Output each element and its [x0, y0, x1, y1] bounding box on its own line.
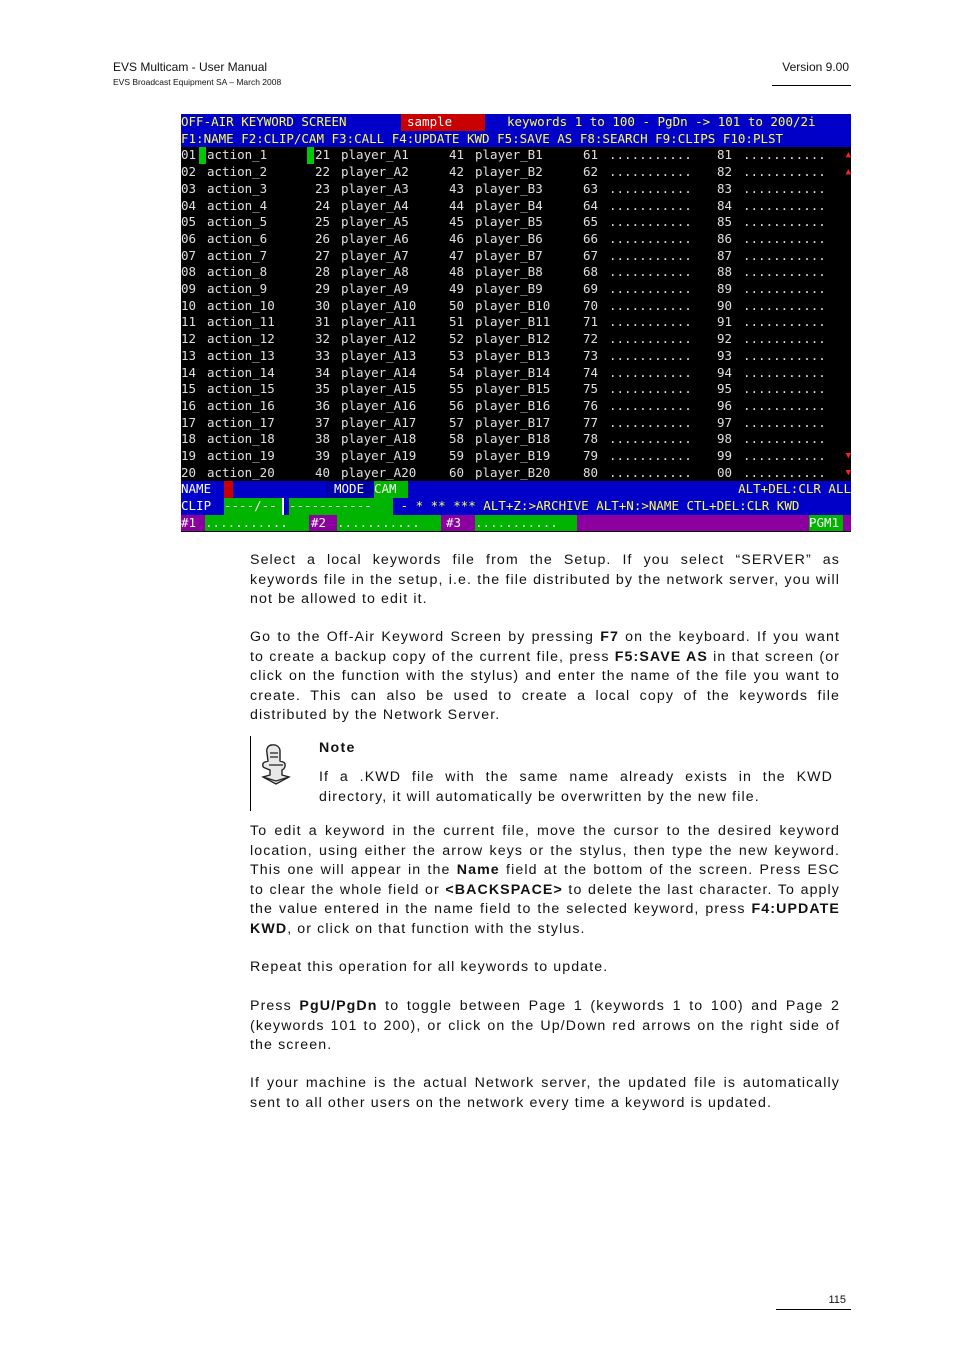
- keyword-entry[interactable]: ...........: [743, 431, 826, 447]
- keyword-number: 49: [449, 281, 465, 296]
- keyword-number: 12: [181, 331, 197, 347]
- note-divider: [250, 736, 251, 811]
- keyword-entry[interactable]: ...........: [743, 247, 826, 263]
- keyword-number: 97: [717, 414, 733, 430]
- keyword-entry[interactable]: player_B2: [475, 164, 543, 180]
- keyword-entry[interactable]: ...........: [743, 381, 826, 397]
- keyword-number: 28: [315, 264, 331, 280]
- keyword-entry[interactable]: player_B19: [475, 448, 551, 463]
- keyword-entry[interactable]: action_19: [207, 448, 275, 463]
- keyword-entry[interactable]: player_A10: [341, 297, 417, 313]
- keyword-number: 98: [717, 431, 733, 447]
- keyword-entry[interactable]: action_2: [207, 164, 268, 180]
- keyword-number: 16: [181, 397, 197, 413]
- screen-title: OFF-AIR KEYWORD SCREEN: [181, 114, 401, 131]
- keyword-number: 90: [717, 297, 733, 313]
- keyword-number: 02: [181, 164, 197, 180]
- keyword-number: 99: [717, 448, 733, 463]
- keyword-row[interactable]: [181, 365, 851, 382]
- keyword-row[interactable]: [181, 198, 851, 215]
- keyword-number: 77: [583, 414, 599, 430]
- keyword-number: 41: [449, 147, 465, 163]
- function-keys[interactable]: F1:NAME F2:CLIP/CAM F3:CALL F4:UPDATE KWD F5:SAVE AS F8:SEARCH F9:CLIPS F10:PLST: [181, 131, 851, 148]
- keyword-number: 65: [583, 214, 599, 230]
- slot-3-label: #3: [446, 514, 462, 530]
- keyword-number: 19: [181, 448, 197, 463]
- keyword-entry[interactable]: action_10: [207, 297, 275, 313]
- keyword-number: 84: [717, 197, 733, 213]
- keyword-number: 89: [717, 281, 733, 296]
- keyword-number: 76: [583, 397, 599, 413]
- clip-label: CLIP: [181, 498, 212, 514]
- keyword-entry[interactable]: action_1: [207, 147, 268, 163]
- keyword-entry[interactable]: player_A12: [341, 331, 417, 347]
- keyword-number: 42: [449, 164, 465, 180]
- keyword-number: 61: [583, 147, 599, 163]
- keyword-entry[interactable]: player_B14: [475, 364, 551, 380]
- mode-value[interactable]: CAM: [374, 481, 408, 498]
- keyword-entry[interactable]: player_A7: [341, 247, 409, 263]
- keyword-number: 59: [449, 448, 465, 463]
- keyword-number: 69: [583, 281, 599, 296]
- keyword-number: 78: [583, 431, 599, 447]
- keyword-screen-screenshot: [181, 114, 851, 532]
- clip-bar[interactable]: [181, 498, 851, 515]
- status-bar: [181, 515, 851, 532]
- keyword-number: 53: [449, 347, 465, 363]
- keyword-entry[interactable]: player_B7: [475, 247, 543, 263]
- keyword-entry[interactable]: player_A11: [341, 314, 417, 330]
- keyword-number: 30: [315, 297, 331, 313]
- keyword-entry[interactable]: player_B8: [475, 264, 543, 280]
- keyword-range: keywords 1 to 100 - PgDn -> 101 to 200/2i: [485, 114, 851, 131]
- keyword-entry[interactable]: ...........: [609, 264, 692, 280]
- keyword-number: 20: [181, 464, 197, 480]
- keyword-row[interactable]: [181, 181, 851, 198]
- keyword-number: 79: [583, 448, 599, 463]
- document-header: [113, 60, 281, 87]
- keyword-number: 62: [583, 164, 599, 180]
- manual-subtitle: EVS Broadcast Equipment SA – March 2008: [113, 77, 282, 87]
- mode-label: MODE: [326, 481, 374, 498]
- page-down-arrow-icon[interactable]: ▼: [845, 451, 851, 461]
- selection-cursor-right: [307, 147, 314, 164]
- keyword-number: 64: [583, 197, 599, 213]
- keyword-entry[interactable]: action_5: [207, 214, 268, 230]
- keyword-number: 22: [315, 164, 331, 180]
- keyword-number: 03: [181, 180, 197, 196]
- paragraph-open-screen: Go to the Off-Air Keyword Screen by pressing F7 on the keyboard. If you want to create a backup copy of the current file, press F5:SAVE AS in that screen (or click on the function with the stylus) and enter the name of the file you want to create. This can also be used to create a local copy of the keywords file distributed by the Network Server.: [250, 629, 841, 723]
- keyword-number: 08: [181, 264, 197, 280]
- note-text: If a .KWD file with the same name already exists in the KWD directory, it will automatically be overwritten by the new file.: [319, 769, 833, 805]
- keyword-number: 32: [315, 331, 331, 347]
- keyword-row[interactable]: [181, 298, 851, 315]
- note-title: Note: [319, 740, 356, 756]
- keyword-entry[interactable]: player_B6: [475, 230, 543, 246]
- keyword-number: 54: [449, 364, 465, 380]
- keyword-entry[interactable]: ...........: [743, 414, 826, 430]
- name-bar[interactable]: [181, 481, 851, 498]
- keyword-entry[interactable]: player_A1: [341, 147, 409, 163]
- keyword-number: 95: [717, 381, 733, 397]
- page-down-arrow-icon[interactable]: ▼: [845, 467, 851, 478]
- keyword-entry[interactable]: action_14: [207, 364, 275, 380]
- keyword-entry[interactable]: ...........: [743, 164, 826, 180]
- keyword-entry[interactable]: ...........: [609, 230, 692, 246]
- keyword-entry[interactable]: ...........: [609, 397, 692, 413]
- keyword-number: 66: [583, 230, 599, 246]
- slot-3-value: ...........: [475, 515, 577, 532]
- keyword-row[interactable]: [181, 331, 851, 348]
- keyword-entry[interactable]: player_B1: [475, 147, 543, 163]
- keyword-row[interactable]: [181, 381, 851, 398]
- keyword-number: 86: [717, 230, 733, 246]
- keyword-number: 60: [449, 464, 465, 480]
- keyword-entry[interactable]: ...........: [609, 297, 692, 313]
- keyword-row[interactable]: [181, 415, 851, 432]
- keyword-number: 09: [181, 281, 197, 296]
- keyword-number: 47: [449, 247, 465, 263]
- keyword-entry[interactable]: ...........: [609, 364, 692, 380]
- keyword-entry[interactable]: action_7: [207, 247, 268, 263]
- keyword-number: 15: [181, 381, 197, 397]
- clip-value[interactable]: ----/--: [224, 498, 282, 515]
- keyword-entry[interactable]: action_12: [207, 331, 275, 347]
- page-up-arrow-icon[interactable]: ▲: [845, 167, 851, 178]
- keyword-entry[interactable]: action_9: [207, 281, 268, 296]
- keyword-number: 83: [717, 180, 733, 196]
- name-field-cursor[interactable]: [224, 481, 233, 498]
- keyword-number: 27: [315, 247, 331, 263]
- keyword-entry[interactable]: action_16: [207, 397, 275, 413]
- keyword-entry[interactable]: ...........: [609, 448, 692, 463]
- slot-1-label: #1: [181, 514, 197, 530]
- keyword-entry[interactable]: ...........: [609, 180, 692, 196]
- keyword-entry[interactable]: player_B4: [475, 197, 543, 213]
- keyword-number: 72: [583, 331, 599, 347]
- keyword-number: 00: [717, 464, 733, 480]
- keyword-entry[interactable]: ...........: [743, 264, 826, 280]
- key-pgu-pgdn: PgU/PgDn: [299, 998, 378, 1014]
- keyword-row[interactable]: [181, 348, 851, 365]
- keyword-entry[interactable]: ...........: [743, 281, 826, 296]
- keyword-number: 07: [181, 247, 197, 263]
- paragraph-page-toggle: Press PgU/PgDn to toggle between Page 1 (keywords 1 to 100) and Page 2 (keywords 101 to 200), or click on the Up/Down red arrows on the right side of the screen.: [250, 998, 840, 1053]
- keyword-number: 80: [583, 464, 599, 480]
- keyword-entry[interactable]: player_B11: [475, 314, 551, 330]
- clip-cursor: [282, 498, 289, 515]
- keyword-entry[interactable]: player_A14: [341, 364, 417, 380]
- keyword-number: 43: [449, 180, 465, 196]
- keyword-entry[interactable]: ...........: [743, 297, 826, 313]
- keyword-number: 10: [181, 297, 197, 313]
- keyword-entry[interactable]: ...........: [609, 314, 692, 330]
- keyword-number: 68: [583, 264, 599, 280]
- note-hand-icon: [258, 741, 294, 785]
- keyword-entry[interactable]: player_A8: [341, 264, 409, 280]
- keyword-number: 51: [449, 314, 465, 330]
- keyword-entry[interactable]: player_B20: [475, 464, 551, 480]
- keyword-number: 87: [717, 247, 733, 263]
- keyword-entry[interactable]: ...........: [609, 164, 692, 180]
- keyword-entry[interactable]: player_B15: [475, 381, 551, 397]
- keyword-number: 46: [449, 230, 465, 246]
- keyword-number: 81: [717, 147, 733, 163]
- keyword-number: 37: [315, 414, 331, 430]
- keyword-entry[interactable]: ...........: [743, 147, 826, 163]
- keyword-entry[interactable]: ...........: [743, 214, 826, 230]
- keyword-entry[interactable]: player_A20: [341, 464, 417, 480]
- keyword-row[interactable]: [181, 164, 851, 181]
- keyword-entry[interactable]: ...........: [609, 464, 692, 480]
- keyword-number: 58: [449, 431, 465, 447]
- keyword-number: 91: [717, 314, 733, 330]
- keyword-number: 23: [315, 180, 331, 196]
- keyword-entry[interactable]: action_17: [207, 414, 275, 430]
- keyword-entry[interactable]: ...........: [743, 364, 826, 380]
- keyword-entry[interactable]: player_A18: [341, 431, 417, 447]
- keyword-number: 74: [583, 364, 599, 380]
- key-f7: F7: [600, 629, 619, 645]
- keyword-entry[interactable]: player_A17: [341, 414, 417, 430]
- keyword-number: 29: [315, 281, 331, 296]
- function-key-bar[interactable]: [181, 131, 851, 148]
- key-f5-save-as: F5:SAVE AS: [614, 648, 708, 665]
- keyword-number: 73: [583, 347, 599, 363]
- keyword-entry[interactable]: ...........: [743, 448, 826, 463]
- keyword-number: 92: [717, 331, 733, 347]
- keyword-row[interactable]: [181, 398, 851, 415]
- keyword-entry[interactable]: ...........: [609, 197, 692, 213]
- clip-dashes: -----------: [289, 498, 393, 515]
- keyword-entry[interactable]: player_B5: [475, 214, 543, 230]
- keyword-entry[interactable]: player_B10: [475, 297, 551, 313]
- keyword-entry[interactable]: ...........: [609, 347, 692, 363]
- keyword-number: 88: [717, 264, 733, 280]
- keyword-entry[interactable]: ...........: [609, 247, 692, 263]
- keyword-entry[interactable]: player_A19: [341, 448, 417, 463]
- keyword-number: 34: [315, 364, 331, 380]
- paragraph-select-file: Select a local keywords file from the Setup. If you select “SERVER” as keywords file in the setup, i.e. the file distributed by the network server, you will not be allowed to edit it.: [250, 552, 840, 607]
- clear-all-shortcut[interactable]: ALT+DEL:CLR ALL: [738, 481, 851, 497]
- keyword-number: 63: [583, 180, 599, 196]
- manual-title: EVS Multicam - User Manual: [113, 60, 268, 74]
- keyword-number: 82: [717, 164, 733, 180]
- keyword-number: 93: [717, 347, 733, 363]
- keyword-entry[interactable]: player_B16: [475, 397, 551, 413]
- keyword-number: 94: [717, 364, 733, 380]
- keyword-number: 13: [181, 347, 197, 363]
- keyword-row[interactable]: [181, 431, 851, 448]
- slot-1-value: ...........: [205, 515, 309, 532]
- keyword-entry[interactable]: player_B13: [475, 347, 551, 363]
- keyword-number: 01: [181, 147, 197, 163]
- keyword-number: 11: [181, 314, 197, 330]
- keyword-number: 24: [315, 197, 331, 213]
- keyword-number: 39: [315, 448, 331, 463]
- keyword-number: 48: [449, 264, 465, 280]
- header-divider: [772, 85, 851, 86]
- keyword-entry[interactable]: action_6: [207, 230, 268, 246]
- keyword-entry[interactable]: ...........: [743, 314, 826, 330]
- keyword-row[interactable]: [181, 314, 851, 331]
- keyword-number: 52: [449, 331, 465, 347]
- selection-cursor-left: [199, 147, 206, 164]
- keyword-entry[interactable]: action_18: [207, 431, 275, 447]
- keyword-number: 35: [315, 381, 331, 397]
- keyword-number: 70: [583, 297, 599, 313]
- keyword-entry[interactable]: ...........: [743, 464, 826, 480]
- keyword-entry[interactable]: ...........: [743, 180, 826, 196]
- keyword-entry[interactable]: player_B9: [475, 281, 543, 296]
- keyword-row[interactable]: [181, 147, 851, 164]
- keyword-number: 06: [181, 230, 197, 246]
- keyword-number: 96: [717, 397, 733, 413]
- keyword-number: 40: [315, 464, 331, 480]
- keyword-row[interactable]: [181, 281, 851, 298]
- keyword-number: 25: [315, 214, 331, 230]
- keyword-number: 05: [181, 214, 197, 230]
- keyword-entry[interactable]: ...........: [609, 214, 692, 230]
- keyword-number: 67: [583, 247, 599, 263]
- keyword-file-name: sample: [401, 114, 485, 131]
- keyword-number: 33: [315, 347, 331, 363]
- clip-shortcuts[interactable]: - * ** *** ALT+Z:>ARCHIVE ALT+N:>NAME CTL+DEL:CLR KWD: [393, 498, 800, 514]
- keyword-entry[interactable]: action_8: [207, 264, 268, 280]
- slot-2-label: #2: [311, 514, 327, 530]
- pgm-label: PGM1: [809, 515, 843, 532]
- keyword-row[interactable]: [181, 448, 851, 465]
- keyword-entry[interactable]: player_A16: [341, 397, 417, 413]
- keyword-entry[interactable]: action_3: [207, 180, 268, 196]
- keyword-row[interactable]: [181, 214, 851, 231]
- keyword-number: 17: [181, 414, 197, 430]
- keyword-entry[interactable]: player_A2: [341, 164, 409, 180]
- keyword-number: 21: [315, 147, 331, 163]
- keyword-number: 50: [449, 297, 465, 313]
- keyword-entry[interactable]: player_B12: [475, 331, 551, 347]
- keyword-entry[interactable]: ...........: [743, 230, 826, 246]
- keyword-entry[interactable]: ...........: [609, 331, 692, 347]
- keyword-number: 55: [449, 381, 465, 397]
- keyword-entry[interactable]: ...........: [609, 281, 692, 296]
- keyword-row[interactable]: [181, 465, 851, 482]
- name-label: NAME: [181, 481, 212, 497]
- slot-2-value: ...........: [337, 515, 441, 532]
- keyword-entry[interactable]: ...........: [609, 381, 692, 397]
- paragraph-edit-keyword: To edit a keyword in the current file, move the cursor to the desired keyword location, using either the arrow keys or the stylus, then type the new keyword. This one will appear in the Name field at the bottom of the screen. Press ESC to clear the whole field or <BACKSPACE> to delete the last character. To apply the value entered in the name field to the selected keyword, press F4:UPDATE KWD, or click on that function with the stylus.: [250, 823, 840, 937]
- keyword-entry[interactable]: ...........: [609, 414, 692, 430]
- keyword-number: 44: [449, 197, 465, 213]
- keyword-number: 71: [583, 314, 599, 330]
- page-number: 115: [828, 1294, 846, 1306]
- key-backspace: <BACKSPACE>: [445, 881, 563, 898]
- keyword-entry[interactable]: ...........: [743, 197, 826, 213]
- paragraph-repeat: Repeat this operation for all keywords to update.: [250, 959, 609, 975]
- keyword-entry[interactable]: action_20: [207, 464, 275, 480]
- footer-divider: [776, 1309, 851, 1310]
- keyword-row[interactable]: [181, 231, 851, 248]
- screen-title-bar: [181, 114, 851, 131]
- keyword-entry[interactable]: player_B3: [475, 180, 543, 196]
- keyword-entry[interactable]: player_A15: [341, 381, 417, 397]
- version-label: Version 9.00: [782, 60, 849, 74]
- keyword-entry[interactable]: action_4: [207, 197, 268, 213]
- paragraph-network-server: If your machine is the actual Network server, the updated file is automatically sent to all other users on the network every time a keyword is updated.: [250, 1075, 840, 1111]
- keyword-entry[interactable]: player_A13: [341, 347, 417, 363]
- keyword-entry[interactable]: ...........: [743, 347, 826, 363]
- keyword-entry[interactable]: ...........: [743, 331, 826, 347]
- keyword-entry[interactable]: action_15: [207, 381, 275, 397]
- keyword-number: 38: [315, 431, 331, 447]
- keyword-entry[interactable]: player_B17: [475, 414, 551, 430]
- keyword-number: 57: [449, 414, 465, 430]
- keyword-entry[interactable]: player_A3: [341, 180, 409, 196]
- keyword-entry[interactable]: player_A9: [341, 281, 409, 296]
- keyword-number: 26: [315, 230, 331, 246]
- keyword-entry[interactable]: action_13: [207, 347, 275, 363]
- keyword-entry[interactable]: player_A5: [341, 214, 409, 230]
- keyword-entry[interactable]: player_A6: [341, 230, 409, 246]
- keyword-entry[interactable]: action_11: [207, 314, 275, 330]
- keyword-entry[interactable]: player_B18: [475, 431, 551, 447]
- keyword-number: 31: [315, 314, 331, 330]
- keyword-entry[interactable]: ...........: [743, 397, 826, 413]
- key-f4-update-kwd: F4:UPDATE KWD: [250, 901, 840, 937]
- keyword-number: 36: [315, 397, 331, 413]
- keyword-number: 56: [449, 397, 465, 413]
- term-name: Name: [456, 862, 500, 878]
- keyword-number: 04: [181, 197, 197, 213]
- keyword-number: 75: [583, 381, 599, 397]
- page-up-arrow-icon[interactable]: ▲: [845, 150, 851, 161]
- keyword-number: 45: [449, 214, 465, 230]
- keyword-row[interactable]: [181, 264, 851, 281]
- keyword-row[interactable]: [181, 248, 851, 265]
- keyword-entry[interactable]: ...........: [609, 147, 692, 163]
- keyword-entry[interactable]: player_A4: [341, 197, 409, 213]
- keyword-entry[interactable]: ...........: [609, 431, 692, 447]
- keyword-number: 85: [717, 214, 733, 230]
- keyword-number: 18: [181, 431, 197, 447]
- keyword-number: 14: [181, 364, 197, 380]
